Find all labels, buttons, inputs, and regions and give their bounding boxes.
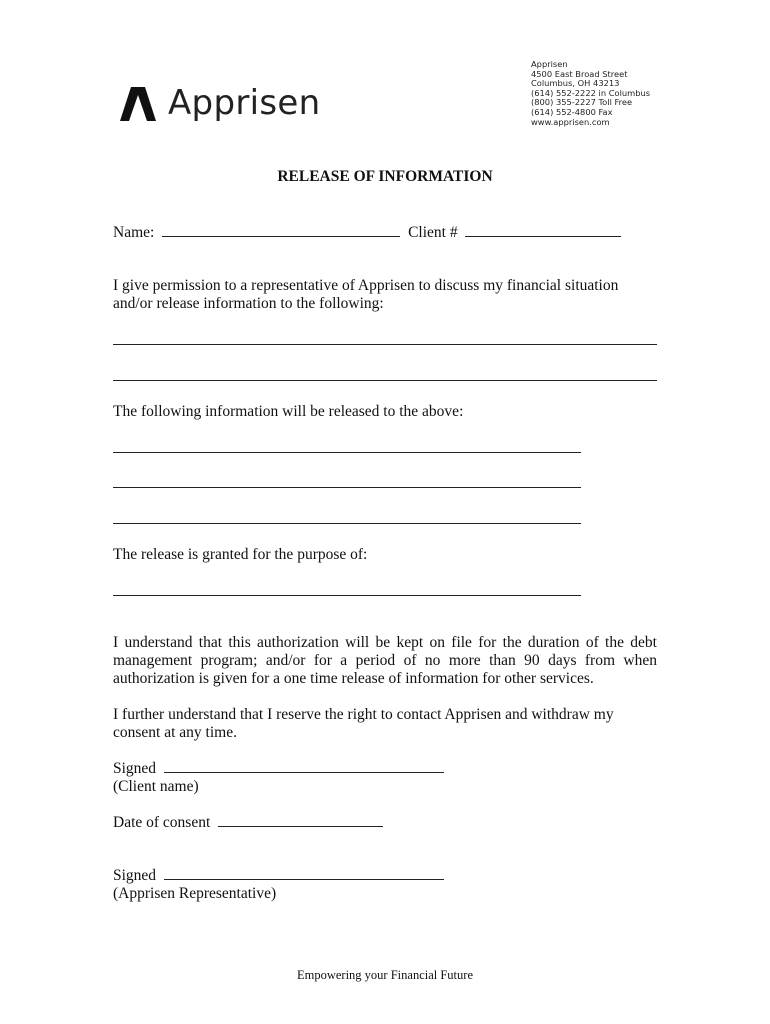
recipient-line-2[interactable] xyxy=(113,380,657,381)
released-info-line-3[interactable] xyxy=(113,523,581,524)
address-phone-local: (614) 552-2222 in Columbus xyxy=(531,87,651,98)
withdraw-consent-paragraph: I further understand that I reserve the right to contact Apprisen and withdraw my consent at any time. xyxy=(113,706,614,741)
date-of-consent-row xyxy=(113,814,383,832)
client-number-field[interactable] xyxy=(465,224,621,237)
footer-tagline: Empowering your Financial Future xyxy=(296,968,473,982)
rep-signature-field[interactable] xyxy=(164,867,444,880)
rep-signature-row xyxy=(113,867,444,885)
name-client-row xyxy=(113,224,621,242)
recipient-line-1[interactable] xyxy=(113,344,657,345)
apprisen-logo xyxy=(120,82,320,126)
client-name-caption: (Client name) xyxy=(113,778,199,795)
released-info-label: The following information will be released to the above: xyxy=(113,403,464,420)
address-block xyxy=(531,60,650,127)
address-website: www.apprisen.com xyxy=(531,116,610,127)
released-info-line-2[interactable] xyxy=(113,487,581,488)
authorization-paragraph: I understand that this authorization will be kept on file for the duration of the debt management program; and/or for a period of no more than 90 days from when authorization is given for a one time release of information for other services. xyxy=(113,634,657,687)
apprisen-a-mark-icon xyxy=(120,87,156,121)
permission-paragraph: I give permission to a representative of Apprisen to discuss my financial situation and/or release information to the following: xyxy=(113,277,619,312)
date-of-consent-field[interactable] xyxy=(218,814,383,827)
address-phone-tollfree: (800) 355-2227 Toll Free xyxy=(531,97,633,108)
address-street: 4500 East Broad Street xyxy=(531,68,628,79)
name-label: Name: xyxy=(113,224,155,241)
date-of-consent-label: Date of consent xyxy=(113,814,211,831)
address-org: Apprisen xyxy=(531,59,568,69)
purpose-label: The release is granted for the purpose of: xyxy=(113,546,368,563)
released-info-line-1[interactable] xyxy=(113,452,581,453)
client-signature-field[interactable] xyxy=(164,760,444,773)
rep-signed-label: Signed xyxy=(113,867,157,884)
address-fax: (614) 552-4800 Fax xyxy=(531,106,613,117)
address-city: Columbus, OH 43213 xyxy=(531,78,620,89)
client-number-label: Client # xyxy=(408,224,458,241)
logo-wordmark: Apprisen xyxy=(168,83,321,123)
rep-caption: (Apprisen Representative) xyxy=(113,885,277,902)
name-field[interactable] xyxy=(162,224,400,237)
client-signed-label: Signed xyxy=(113,760,157,777)
form-title: RELEASE OF INFORMATION xyxy=(277,168,493,185)
purpose-line[interactable] xyxy=(113,595,581,596)
client-signature-row xyxy=(113,760,444,778)
